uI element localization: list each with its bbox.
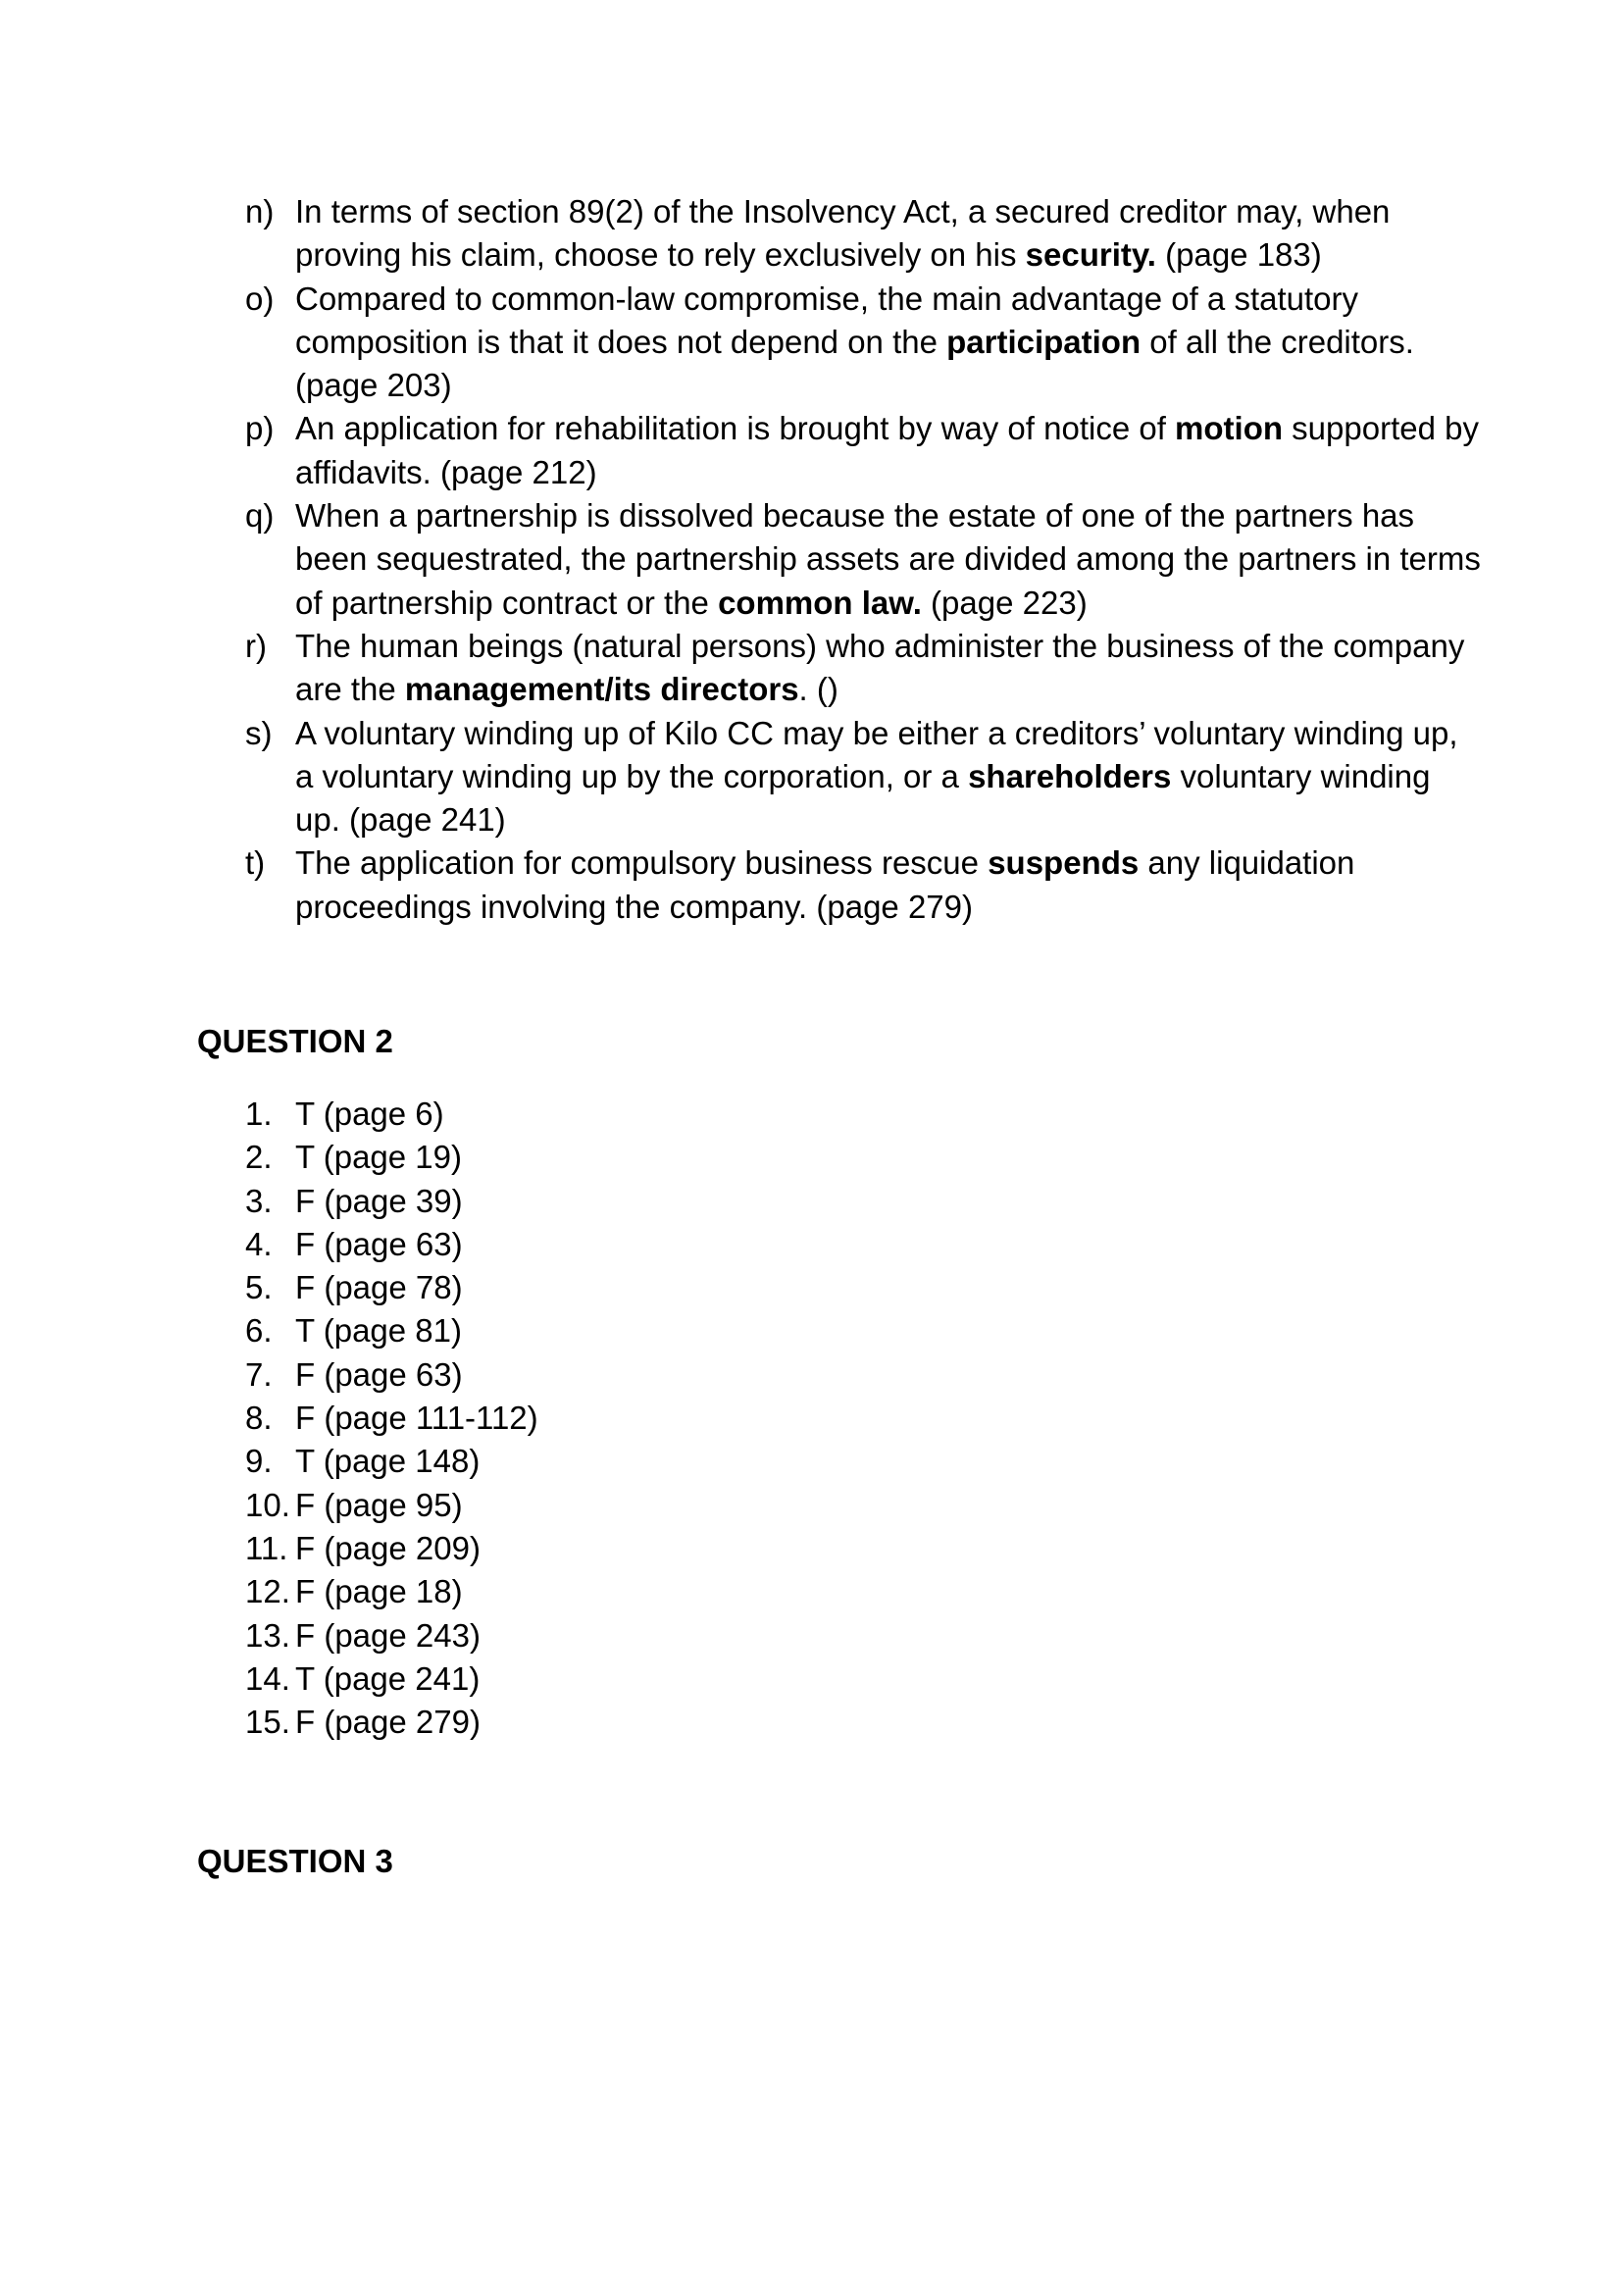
item-text: A voluntary winding up of Kilo CC may be either a creditors’ voluntary winding up, a voluntary winding up by the corporation, or a shareholders voluntary winding up. (page 241): [295, 714, 1458, 839]
item-text: T (page 148): [295, 1443, 481, 1480]
item-text: F (page 18): [295, 1573, 463, 1610]
list-item: [245, 1180, 538, 1223]
list-item: [245, 1397, 538, 1440]
item-text: F (page 39): [295, 1182, 463, 1219]
item-number: 13.: [245, 1616, 290, 1654]
key-term: participation: [946, 323, 1142, 360]
item-number: 4.: [245, 1225, 273, 1262]
question2-answer-list: [245, 1093, 538, 1744]
item-number: 10.: [245, 1486, 290, 1523]
item-label: q): [245, 497, 275, 535]
list-item-s: [245, 712, 1481, 842]
item-text: F (page 243): [295, 1616, 481, 1654]
item-number: 1.: [245, 1096, 273, 1132]
list-item-o: [245, 278, 1481, 408]
key-term: common law.: [718, 584, 922, 621]
item-text: The human beings (natural persons) who administer the business of the company are the management/its directors. (): [295, 627, 1465, 708]
list-item: [245, 1440, 538, 1483]
list-item: [245, 1266, 538, 1309]
list-item-q: [245, 494, 1481, 625]
list-item: [245, 1614, 538, 1657]
item-number: 7.: [245, 1355, 273, 1393]
item-number: 15.: [245, 1704, 290, 1741]
item-number: 3.: [245, 1182, 273, 1219]
item-text: When a partnership is dissolved because the estate of one of the partners has been sequestrated, the partnership assets are divided among the partners in terms of partnership contract or the common law. (page 223): [295, 497, 1481, 621]
item-number: 8.: [245, 1400, 273, 1437]
item-label: o): [245, 280, 275, 317]
item-text: In terms of section 89(2) of the Insolvency Act, a secured creditor may, when proving his claim, choose to rely exclusively on his security. (page 183): [295, 193, 1391, 274]
item-text: T (page 81): [295, 1312, 462, 1350]
item-label: s): [245, 714, 273, 751]
item-text: The application for compulsory business rescue suspends any liquidation proceedings involving the company. (page 279): [295, 844, 1355, 925]
key-term: security.: [1025, 236, 1156, 274]
list-item: [245, 1527, 538, 1570]
list-item: [245, 1223, 538, 1266]
key-term: shareholders: [968, 757, 1172, 794]
item-text: T (page 19): [295, 1139, 462, 1176]
question1-answer-list: [245, 190, 1481, 929]
item-number: 6.: [245, 1312, 273, 1350]
item-number: 14.: [245, 1659, 290, 1697]
item-number: 2.: [245, 1139, 273, 1176]
item-number: 12.: [245, 1573, 290, 1610]
key-term: suspends: [988, 844, 1140, 882]
list-item-r: [245, 625, 1481, 712]
item-number: 11.: [245, 1529, 288, 1566]
list-item-t: [245, 841, 1481, 929]
item-text: F (page 78): [295, 1269, 463, 1306]
question-2-heading: QUESTION 2: [197, 1023, 393, 1059]
item-label: n): [245, 193, 275, 229]
item-text: F (page 63): [295, 1355, 463, 1393]
list-item: [245, 1484, 538, 1527]
item-text: F (page 209): [295, 1529, 481, 1566]
list-item: [245, 1309, 538, 1352]
item-text: F (page 111-112): [295, 1400, 538, 1437]
question-3-heading: QUESTION 3: [197, 1843, 393, 1879]
item-number: 9.: [245, 1443, 273, 1480]
list-item: [245, 1570, 538, 1613]
list-item-n: [245, 190, 1481, 278]
item-label: t): [245, 844, 266, 882]
key-term: management/its directors: [404, 671, 799, 708]
item-text: F (page 63): [295, 1225, 463, 1262]
item-text: T (page 241): [295, 1659, 481, 1697]
item-text: An application for rehabilitation is brought by way of notice of motion supported by affidavits. (page 212): [295, 410, 1479, 490]
list-item: [245, 1701, 538, 1744]
item-text: F (page 279): [295, 1704, 481, 1741]
item-text: F (page 95): [295, 1486, 463, 1523]
list-item: [245, 1353, 538, 1397]
item-text: T (page 6): [295, 1096, 444, 1132]
list-item: [245, 1093, 538, 1136]
list-item: [245, 1136, 538, 1179]
list-item-p: [245, 407, 1481, 494]
item-label: p): [245, 410, 275, 447]
item-label: r): [245, 627, 267, 664]
key-term: motion: [1175, 410, 1284, 447]
item-number: 5.: [245, 1269, 273, 1306]
list-item: [245, 1657, 538, 1701]
item-text: Compared to common-law compromise, the main advantage of a statutory composition is that it does not depend on the participation of all the creditors. (page 203): [295, 280, 1414, 404]
